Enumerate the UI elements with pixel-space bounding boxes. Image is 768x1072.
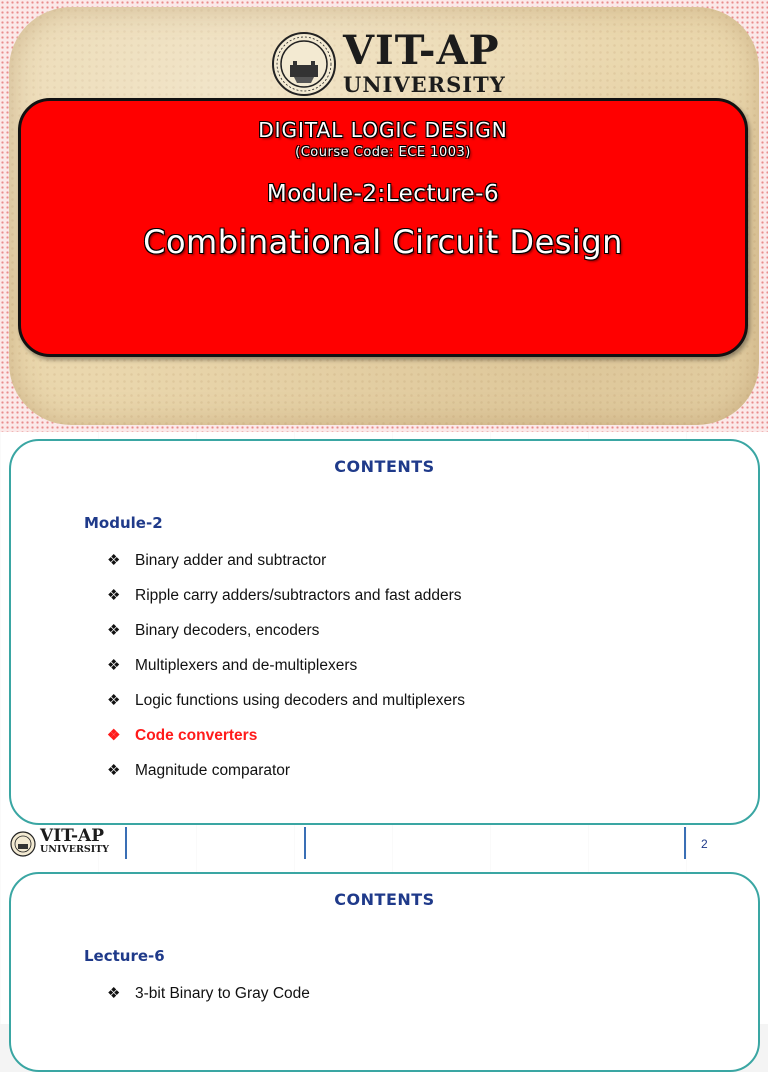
- title-slide: [0, 0, 768, 432]
- footer-logo-name: VIT-AP: [40, 826, 105, 846]
- course-title: DIGITAL LOGIC DESIGN: [258, 118, 508, 142]
- page-number: 2: [701, 837, 708, 851]
- list-item: [107, 691, 465, 726]
- bullet-diamond-icon: ❖: [107, 692, 121, 709]
- contents-list: [107, 551, 465, 796]
- course-code: (Course Code: ECE 1003): [295, 145, 471, 160]
- list-item: [107, 551, 465, 586]
- university-seal-icon: [10, 831, 36, 857]
- list-item-text: Binary decoders, encoders: [135, 622, 320, 639]
- list-item-highlighted: [107, 726, 465, 761]
- module-subheading: Module-2: [84, 514, 163, 532]
- bullet-diamond-icon: ❖: [107, 622, 121, 639]
- module-lecture: Module-2:Lecture-6: [266, 181, 500, 207]
- list-item-text: Magnitude comparator: [135, 762, 291, 779]
- bullet-diamond-icon: ❖: [107, 985, 121, 1002]
- list-item: [107, 656, 465, 691]
- bullet-diamond-icon: ❖: [107, 587, 121, 604]
- list-item: [107, 621, 465, 656]
- list-item-text: Logic functions using decoders and multiplexers: [135, 692, 465, 709]
- list-item: [107, 984, 310, 1019]
- list-item-text: 3-bit Binary to Gray Code: [135, 985, 310, 1002]
- footer-divider: [684, 827, 686, 859]
- slide-footer: [0, 825, 768, 866]
- footer-divider: [125, 827, 127, 859]
- footer-logo-subtitle: UNIVERSITY: [40, 844, 110, 855]
- bullet-diamond-icon: ❖: [107, 657, 121, 674]
- footer-divider: [304, 827, 306, 859]
- contents-list: [107, 984, 310, 1019]
- lecture-subheading: Lecture-6: [84, 947, 165, 965]
- contents-panel: [9, 439, 760, 825]
- list-item-text: Ripple carry adders/subtractors and fast adders: [135, 587, 462, 604]
- list-item: [107, 586, 465, 621]
- list-item: [107, 761, 465, 796]
- contents-heading: CONTENTS: [334, 457, 435, 476]
- lecture-contents-slide: [0, 866, 768, 1024]
- university-logo: [271, 29, 521, 101]
- bullet-diamond-icon: ❖: [107, 727, 121, 744]
- lecture-topic: Combinational Circuit Design: [143, 223, 623, 261]
- bullet-diamond-icon: ❖: [107, 552, 121, 569]
- list-item-text: Binary adder and subtractor: [135, 552, 327, 569]
- title-box: [18, 98, 748, 357]
- list-item-text: Multiplexers and de-multiplexers: [135, 657, 358, 674]
- contents-heading: CONTENTS: [334, 890, 435, 909]
- contents-panel: [9, 872, 760, 1072]
- list-item-text: Code converters: [135, 727, 258, 744]
- logo-subtitle: UNIVERSITY: [343, 72, 506, 97]
- bullet-diamond-icon: ❖: [107, 762, 121, 779]
- university-seal-icon: [271, 31, 337, 97]
- logo-name: VIT-AP: [343, 27, 500, 74]
- contents-slide: [0, 432, 768, 866]
